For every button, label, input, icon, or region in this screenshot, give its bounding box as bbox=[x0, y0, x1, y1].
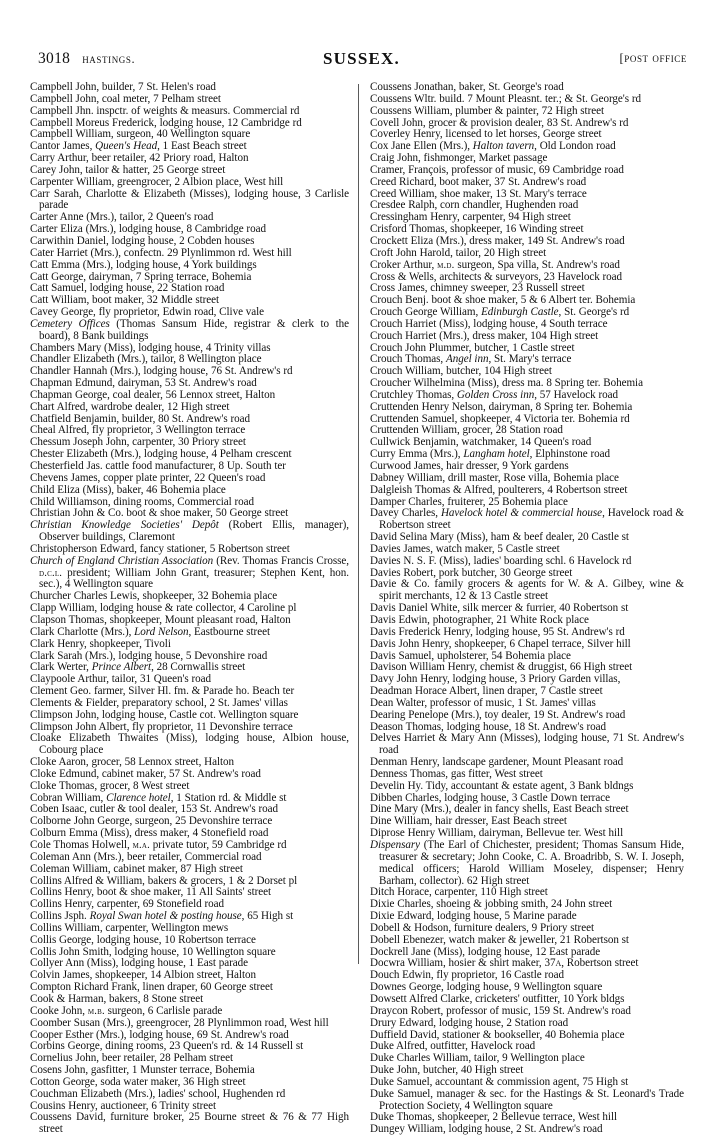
directory-entry: Dobell & Hodson, furniture dealers, 9 Priory street bbox=[370, 921, 594, 934]
directory-entry: Dean Walter, professor of music, 1 St. James' villas bbox=[370, 696, 596, 709]
directory-entry: Coussens Jonathan, baker, St. George's road bbox=[370, 81, 564, 93]
directory-entry: Carter Eliza (Mrs.), lodging house, 8 Cambridge road bbox=[30, 223, 266, 236]
directory-entry: Dearing Penelope (Mrs.), toy dealer, 19 St. Andrew's road bbox=[370, 708, 626, 721]
directory-entry: Chapman George, coal dealer, 56 Lennox street, Halton bbox=[30, 388, 276, 401]
directory-entry: Davis John Henry, shopkeeper, 6 Chapel terrace, Silver hill bbox=[370, 637, 631, 650]
directory-entry: Compton Richard Frank, linen draper, 60 George street bbox=[30, 981, 273, 994]
directory-entry: Dixie Charles, shoeing & jobbing smith, 24 John street bbox=[370, 898, 613, 911]
directory-entry: Davies James, watch maker, 5 Castle street bbox=[370, 542, 560, 555]
directory-entry: Collyer Ann (Miss), lodging house, 1 East parade bbox=[30, 957, 248, 970]
directory-entry: Clark Henry, shopkeeper, Tivoli bbox=[30, 637, 171, 650]
directory-entry: Clark Charlotte (Mrs.), Lord Nelson, Eastbourne street bbox=[30, 625, 270, 638]
directory-entry: Davy John Henry, lodging house, 3 Priory Garden villas, bbox=[370, 673, 621, 686]
directory-entry: Clapp William, lodging house & rate collector, 4 Caroline pl bbox=[30, 602, 297, 615]
directory-entry: Cruttenden William, grocer, 28 Station road bbox=[370, 424, 563, 437]
directory-entry: Davis Samuel, upholsterer, 54 Bohemia place bbox=[370, 649, 571, 662]
directory-entry: Couchman Elizabeth (Mrs.), ladies' school, Hughenden rd bbox=[30, 1087, 286, 1100]
directory-entry: Collis John Smith, lodging house, 10 Wellington square bbox=[30, 945, 276, 958]
directory-entry: Dungey William, lodging house, 2 St. Andrew's road bbox=[370, 1123, 603, 1136]
directory-entry: Cramer, François, professor of music, 69 Cambridge road bbox=[370, 163, 624, 176]
directory-entry: Drury Edward, lodging house, 2 Station road bbox=[370, 1016, 569, 1029]
directory-entry: Damper Charles, fruiterer, 25 Bohemia place bbox=[370, 495, 568, 508]
directory-entry: Dockrell Jane (Miss), lodging house, 12 East parade bbox=[370, 945, 601, 958]
directory-entry: Davies N. S. F. (Miss), ladies' boarding schl. 6 Havelock rd bbox=[370, 554, 632, 567]
directory-entry: Cooke John, m.b. surgeon, 6 Carlisle parade bbox=[30, 1004, 223, 1017]
running-head-section: [post office bbox=[619, 51, 687, 65]
directory-entry: Coverley Henry, licensed to let horses, George street bbox=[370, 128, 602, 141]
directory-entry: Dowsett Alfred Clarke, cricketers' outfitter, 10 York bldgs bbox=[370, 992, 625, 1005]
directory-entry: Dalgleish Thomas & Alfred, poulterers, 4 Robertson street bbox=[370, 483, 628, 496]
directory-entry: Crockett Eliza (Mrs.), dress maker, 149 St. Andrew's road bbox=[370, 234, 625, 247]
directory-entry: Campbell John, builder, 7 St. Helen's road bbox=[30, 81, 216, 93]
directory-entry: David Selina Mary (Miss), ham & beef dealer, 20 Castle st bbox=[370, 531, 629, 544]
directory-entry: Draycon Robert, professor of music, 159 St. Andrew's road bbox=[370, 1004, 631, 1017]
directory-entry: Catt Samuel, lodging house, 22 Station road bbox=[30, 282, 225, 295]
directory-entry: Campbell Moreus Frederick, lodging house, 12 Cambridge rd bbox=[30, 116, 302, 129]
directory-entry: Duke Samuel, accountant & commission agent, 75 High st bbox=[370, 1075, 629, 1088]
directory-entry: Cloke Edmund, cabinet maker, 57 St. Andrew's road bbox=[30, 767, 261, 780]
directory-entry: Dobell Ebenezer, watch maker & jeweller, 21 Robertson st bbox=[370, 933, 629, 946]
directory-entry: Coussens Wltr. build. 7 Mount Pleasnt. ter.; & St. George's rd bbox=[370, 92, 641, 105]
directory-entry: Dispensary (The Earl of Chichester, president; Thomas Sansum Hide, treasurer & secretary; John Cooke, C. A. Broadribb, S. W. I. Joseph, medical officers; Harold William Moseley, dispenser; Henry Barham, collector). 62 High street bbox=[370, 839, 684, 887]
directory-entry: Cheal Alfred, fly proprietor, 3 Wellington terrace bbox=[30, 424, 246, 437]
directory-entry: Cosens John, gasfitter, 1 Munster terrace, Bohemia bbox=[30, 1064, 255, 1077]
directory-entry: Coleman Ann (Mrs.), beer retailer, Commercial road bbox=[30, 850, 262, 863]
directory-entry: Cloake Elizabeth Thwaites (Miss), lodging house, Albion house, Cobourg place bbox=[30, 732, 349, 757]
directory-entry: Crouch Thomas, Angel inn, St. Mary's terrace bbox=[370, 353, 572, 366]
directory-column-right bbox=[357, 82, 684, 1136]
directory-entry: Carr Sarah, Charlotte & Elizabeth (Misses), lodging house, 3 Carlisle parade bbox=[30, 187, 349, 212]
running-head-place: hastings. bbox=[82, 52, 136, 66]
directory-entry: Cruttenden Henry Nelson, dairyman, 8 Spring ter. Bohemia bbox=[370, 400, 633, 413]
directory-entry: Dibben Charles, lodging house, 3 Castle Down terrace bbox=[370, 791, 610, 804]
column-divider-rule bbox=[358, 84, 359, 964]
directory-entry: Carry Arthur, beer retailer, 42 Priory road, Halton bbox=[30, 152, 249, 165]
directory-entry: Catt William, boot maker, 32 Middle street bbox=[30, 294, 220, 307]
directory-entry: Collins Jsph. Royal Swan hotel & posting house, 65 High st bbox=[30, 910, 294, 923]
directory-entry: Cross & Wells, architects & surveyors, 23 Havelock road bbox=[370, 270, 623, 283]
directory-entry: Climpson John, lodging house, Castle cot. Wellington square bbox=[30, 708, 299, 721]
directory-entry: Douch Edwin, fly proprietor, 16 Castle road bbox=[370, 969, 564, 982]
directory-entry: Coleman William, cabinet maker, 87 High street bbox=[30, 862, 243, 875]
directory-entry: Catt George, dairyman, 7 Spring terrace, Bohemia bbox=[30, 270, 252, 283]
directory-entry: Cressingham Henry, carpenter, 94 High street bbox=[370, 211, 571, 224]
directory-entry: Corbins George, dining rooms, 23 Queen's rd. & 14 Russell st bbox=[30, 1040, 304, 1053]
directory-entry: Davie & Co. family grocers & agents for W. & A. Gilbey, wine & spirit merchants, 12 & 13 Castle street bbox=[370, 578, 684, 603]
directory-entry: Chapman Edmund, dairyman, 53 St. Andrew's road bbox=[30, 377, 257, 390]
directory-entry: Chandler Hannah (Mrs.), lodging house, 76 St. Andrew's rd bbox=[30, 365, 293, 378]
directory-entry: Docwra William, hosier & shirt maker, 37a, Robertson street bbox=[370, 957, 639, 970]
directory-entry: Cemetery Offices (Thomas Sansum Hide, registrar & clerk to the board), 8 Bank buildings bbox=[30, 317, 349, 342]
directory-entry: Carter Anne (Mrs.), tailor, 2 Queen's road bbox=[30, 211, 214, 224]
directory-entry: Cantor James, Queen's Head, 1 East Beach street bbox=[30, 140, 247, 153]
directory-entry: Cloke Thomas, grocer, 8 West street bbox=[30, 779, 190, 792]
directory-entry: Crouch George William, Edinburgh Castle, St. George's rd bbox=[370, 306, 630, 319]
directory-entry: Ditch Horace, carpenter, 110 High street bbox=[370, 886, 548, 899]
directory-entry: Christian Knowledge Societies' Depôt (Robert Ellis, manager), Observer buildings, Claremont bbox=[30, 519, 350, 544]
directory-entry: Chart Alfred, wardrobe dealer, 12 High street bbox=[30, 400, 230, 413]
running-head-county: SUSSEX. bbox=[323, 49, 400, 68]
directory-entry: Chandler Elizabeth (Mrs.), tailor, 8 Wellington place bbox=[30, 353, 262, 366]
directory-entry: Colborne John George, surgeon, 25 Devonshire terrace bbox=[30, 815, 273, 828]
directory-entry: Delves Harriet & Mary Ann (Misses), lodging house, 71 St. Andrew's road bbox=[370, 732, 684, 757]
directory-entry: Cook & Harman, bakers, 8 Stone street bbox=[30, 992, 204, 1005]
directory-entry: Cousins Henry, auctioneer, 6 Trinity street bbox=[30, 1099, 217, 1112]
directory-entry: Cooper Esther (Mrs.), lodging house, 69 St. Andrew's road bbox=[30, 1028, 289, 1041]
directory-entry: Chevens James, copper plate printer, 22 Queen's road bbox=[30, 471, 266, 484]
directory-entry: Craig John, fishmonger, Market passage bbox=[370, 152, 548, 165]
directory-entry: Christopherson Edward, fancy stationer, 5 Robertson street bbox=[30, 542, 290, 555]
directory-column-left bbox=[30, 82, 357, 1136]
directory-entry: Deadman Horace Albert, linen draper, 7 Castle street bbox=[370, 685, 603, 698]
directory-entry: Coussens David, furniture broker, 25 Bourne street & 76 & 77 High street bbox=[30, 1111, 349, 1136]
directory-entry: Davis Daniel White, silk mercer & furrier, 40 Robertson st bbox=[370, 602, 629, 615]
directory-entry: Crouch Harriet (Miss), lodging house, 4 South terrace bbox=[370, 317, 608, 330]
directory-entry: Clark Sarah (Mrs.), lodging house, 5 Devonshire road bbox=[30, 649, 268, 662]
directory-entry: Campbell William, surgeon, 40 Wellington square bbox=[30, 128, 251, 141]
directory-entry: Campbell John, coal meter, 7 Pelham street bbox=[30, 92, 221, 105]
directory-entry: Denman Henry, landscape gardener, Mount Pleasant road bbox=[370, 756, 624, 769]
directory-entry: Davies Robert, pork butcher, 30 George street bbox=[370, 566, 573, 579]
directory-entry: Crouch William, butcher, 104 High street bbox=[370, 365, 552, 378]
directory-entry: Croucher Wilhelmina (Miss), dress ma. 8 Spring ter. Bohemia bbox=[370, 377, 643, 390]
directory-entry: Colvin James, shopkeeper, 14 Albion street, Halton bbox=[30, 969, 256, 982]
directory-entry: Collins Henry, boot & shoe maker, 11 All Saints' street bbox=[30, 886, 272, 899]
directory-entry: Diprose Henry William, dairyman, Bellevue ter. West hill bbox=[370, 827, 624, 840]
directory-entry: Church of England Christian Association (Rev. Thomas Francis Crosse, d.c.l. president; William John Grant, treasurer; Stephen Kent, hon. sec.), 4 Wellington square bbox=[30, 554, 349, 591]
directory-entry: Cloke Aaron, grocer, 58 Lennox street, Halton bbox=[30, 756, 235, 769]
directory-entry: Collis George, lodging house, 10 Robertson terrace bbox=[30, 933, 256, 946]
directory-entry: Davis Edwin, photographer, 21 White Rock place bbox=[370, 613, 589, 626]
directory-entry: Davison William Henry, chemist & druggist, 66 High street bbox=[370, 661, 633, 674]
directory-entry: Deason Thomas, lodging house, 18 St. Andrew's road bbox=[370, 720, 607, 733]
directory-entry: Crouch Harriet (Mrs.), dress maker, 104 High street bbox=[370, 329, 599, 342]
directory-entry: Carey John, tailor & hatter, 25 George street bbox=[30, 163, 226, 176]
directory-entry: Duke Alfred, outfitter, Havelock road bbox=[370, 1040, 536, 1053]
directory-entry: Cross James, chimney sweeper, 23 Russell street bbox=[370, 282, 585, 295]
directory-entry: Catt Emma (Mrs.), lodging house, 4 York buildings bbox=[30, 258, 257, 271]
directory-entry: Cater Harriet (Mrs.), confectn. 29 Plynlimmon rd. West hill bbox=[30, 246, 292, 259]
directory-entry: Collins Henry, carpenter, 69 Stonefield road bbox=[30, 898, 224, 911]
running-head bbox=[30, 50, 693, 76]
directory-entry: Dine Mary (Mrs.), dealer in fancy shells, East Beach street bbox=[370, 803, 629, 816]
directory-entry: Chessum Joseph John, carpenter, 30 Priory street bbox=[30, 436, 246, 449]
directory-entry: Colburn Emma (Miss), dress maker, 4 Stonefield road bbox=[30, 827, 269, 840]
directory-entry: Davis Frederick Henry, lodging house, 95 St. Andrew's rd bbox=[370, 625, 625, 638]
directory-entry: Covell John, grocer & provision dealer, 83 St. Andrew's rd bbox=[370, 116, 629, 129]
directory-entry: Coben Isaac, cutler & tool dealer, 153 St. Andrew's road bbox=[30, 803, 278, 816]
directory-entry: Coomber Susan (Mrs.), greengrocer, 28 Plynlimmon road, West hill bbox=[30, 1016, 329, 1029]
directory-entry: Cobran William, Clarence hotel, 1 Station rd. & Middle st bbox=[30, 791, 287, 804]
directory-entry: Claypoole Arthur, tailor, 31 Queen's road bbox=[30, 673, 212, 686]
directory-entry: Collins Alfred & William, bakers & grocers, 1 & 2 Dorset pl bbox=[30, 874, 298, 887]
directory-entry: Crutchley Thomas, Golden Cross inn, 57 Havelock road bbox=[370, 388, 619, 401]
directory-entry: Campbell Jhn. inspctr. of weights & measurs. Commercial rd bbox=[30, 104, 300, 117]
directory-entry: Clark Werter, Prince Albert, 28 Cornwallis street bbox=[30, 661, 246, 674]
directory-entry: Downes George, lodging house, 9 Wellington square bbox=[370, 981, 603, 994]
directory-entry: Dabney William, drill master, Rose villa, Bohemia place bbox=[370, 471, 619, 484]
directory-entry: Clement Geo. farmer, Silver Hl. fm. & Parade ho. Beach ter bbox=[30, 685, 295, 698]
directory-entry: Crouch John Plummer, butcher, 1 Castle street bbox=[370, 341, 575, 354]
directory-entry: Dine William, hair dresser, East Beach street bbox=[370, 815, 567, 828]
directory-entry: Clements & Fielder, preparatory school, 2 St. James' villas bbox=[30, 696, 288, 709]
directory-entry: Duke Thomas, shopkeeper, 2 Bellevue terrace, West hill bbox=[370, 1111, 618, 1124]
directory-entry: Chester Elizabeth (Mrs.), lodging house, 4 Pelham crescent bbox=[30, 448, 292, 461]
directory-entry: Davey Charles, Havelock hotel & commercial house, Havelock road & Robertson street bbox=[370, 507, 684, 532]
directory-entry: Duke Samuel, manager & sec. for the Hastings & St. Leonard's Trade Protection Society, 4 Wellington square bbox=[370, 1087, 684, 1112]
directory-entry: Duke Charles William, tailor, 9 Wellington place bbox=[370, 1052, 585, 1065]
directory-entry: Carpenter William, greengrocer, 2 Albion place, West hill bbox=[30, 175, 284, 188]
directory-entry: Croker Arthur, m.d. surgeon, Spa villa, St. Andrew's road bbox=[370, 258, 620, 271]
directory-entry: Christian John & Co. boot & shoe maker, 50 George street bbox=[30, 507, 289, 520]
directory-entry: Crouch Benj. boot & shoe maker, 5 & 6 Albert ter. Bohemia bbox=[370, 294, 636, 307]
directory-entry: Climpson John Albert, fly proprietor, 11 Devonshire terrace bbox=[30, 720, 293, 733]
directory-entry: Duke John, butcher, 40 High street bbox=[370, 1064, 524, 1077]
directory-entry: Cotton George, soda water maker, 36 High street bbox=[30, 1075, 246, 1088]
directory-entry: Chatfield Benjamin, builder, 80 St. Andrew's road bbox=[30, 412, 251, 425]
directory-entry: Denness Thomas, gas fitter, West street bbox=[370, 767, 543, 780]
directory-entry: Cruttenden Samuel, shopkeeper, 4 Victoria ter. Bohemia rd bbox=[370, 412, 630, 425]
directory-entry: Child Eliza (Miss), baker, 46 Bohemia place bbox=[30, 483, 226, 496]
directory-entry: Crisford Thomas, shopkeeper, 16 Winding street bbox=[370, 223, 584, 236]
directory-entry: Collins William, carpenter, Wellington mews bbox=[30, 921, 229, 934]
directory-entry: Churcher Charles Lewis, shopkeeper, 32 Bohemia place bbox=[30, 590, 278, 603]
directory-entry: Dixie Edward, lodging house, 5 Marine parade bbox=[370, 910, 577, 923]
directory-entry: Cox Jane Ellen (Mrs.), Halton tavern, Old London road bbox=[370, 140, 616, 153]
page-number: 3018 bbox=[38, 50, 71, 67]
directory-entry: Develin Hy. Tidy, accountant & estate agent, 3 Bank bldngs bbox=[370, 779, 634, 792]
directory-entry: Curry Emma (Mrs.), Langham hotel, Elphinstone road bbox=[370, 448, 610, 461]
directory-entry: Cole Thomas Holwell, m.a. private tutor, 59 Cambridge rd bbox=[30, 839, 287, 851]
directory-entry: Chesterfield Jas. cattle food manufacturer, 8 Up. South ter bbox=[30, 460, 286, 472]
directory-entry: Cullwick Benjamin, watchmaker, 14 Queen's road bbox=[370, 436, 592, 449]
directory-entry: Curwood James, hair dresser, 9 York gardens bbox=[370, 460, 569, 472]
directory-entry: Chambers Mary (Miss), lodging house, 4 Trinity villas bbox=[30, 341, 271, 354]
directory-entry: Cornelius John, beer retailer, 28 Pelham street bbox=[30, 1052, 233, 1065]
directory-entry: Creed William, shoe maker, 13 St. Mary's terrace bbox=[370, 187, 587, 200]
directory-entry: Creed Richard, boot maker, 37 St. Andrew's road bbox=[370, 175, 587, 188]
directory-columns bbox=[30, 82, 693, 1136]
directory-entry: Cresdee Ralph, corn chandler, Hughenden road bbox=[370, 199, 579, 212]
directory-entry: Child Williamson, dining rooms, Commercial road bbox=[30, 495, 254, 508]
directory-entry: Carwithin Daniel, lodging house, 2 Cobden houses bbox=[30, 234, 255, 247]
directory-entry: Croft John Harold, tailor, 20 High street bbox=[370, 246, 547, 259]
directory-entry: Duffield David, stationer & bookseller, 40 Bohemia place bbox=[370, 1028, 625, 1041]
directory-entry: Cavey George, fly proprietor, Edwin road, Clive vale bbox=[30, 306, 265, 319]
directory-entry: Coussens William, plumber & painter, 72 High street bbox=[370, 104, 604, 117]
directory-entry: Clapson Thomas, shopkeeper, Mount pleasant road, Halton bbox=[30, 613, 291, 626]
